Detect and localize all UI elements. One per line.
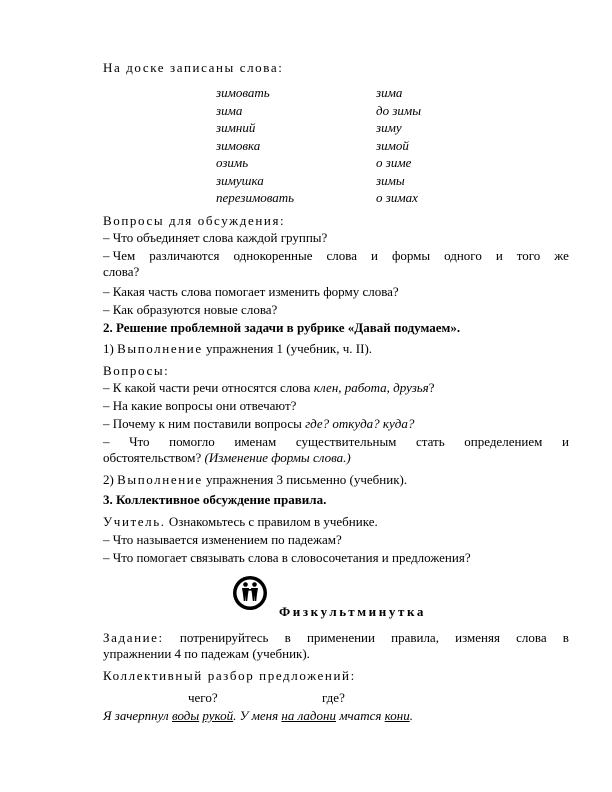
q2-word: – Чем <box>103 248 136 263</box>
example-sentence <box>103 708 413 724</box>
question-c <box>103 416 414 432</box>
task-word: потренируйтесь <box>179 630 269 645</box>
word-list-left <box>216 84 294 207</box>
exercise-people-icon <box>232 575 268 611</box>
teacher-line <box>103 514 378 530</box>
task-word: слова <box>516 630 547 645</box>
sentence-part: мчатся <box>335 708 385 723</box>
word-list-right <box>376 84 421 207</box>
word-left-6: зимушка <box>216 172 264 188</box>
sentence-object: рукой <box>202 708 234 723</box>
word-left-3: зимний <box>216 120 256 135</box>
qd-word: помогло <box>169 434 215 449</box>
question-2-line-1 <box>103 248 569 264</box>
question-1: – Что объединяет слова каждой группы? <box>103 230 328 245</box>
sentence-subject: кони <box>384 708 410 723</box>
question-c-italic: где? откуда? куда? <box>305 416 415 431</box>
sentence-part: . <box>409 708 413 723</box>
q2-word: одного <box>444 248 482 263</box>
questions-heading: Вопросы для обсуждения: <box>103 213 286 228</box>
word-left-4: зимовка <box>216 137 261 153</box>
exercise-1-text: упражнения 1 (учебник, ч. II). <box>205 341 373 356</box>
task-word: изменяя <box>455 630 500 645</box>
exercise-1-number: 1) <box>103 341 114 356</box>
teacher-label: Учитель. <box>103 514 166 529</box>
board-intro-text: На доске записаны слова: <box>103 60 284 75</box>
sentence-adverbial: на ладони <box>281 708 336 723</box>
q2-word: и <box>370 248 378 263</box>
task-word: в <box>284 630 291 645</box>
question-c-text: – Почему к ним поставили вопросы <box>103 416 306 431</box>
sentence-part: Я зачерпнул <box>103 708 172 723</box>
question-d-text: обстоятельством? <box>103 450 205 465</box>
task-word: в <box>562 630 569 645</box>
question-d-line-2 <box>103 450 569 466</box>
qd-word: Что <box>129 434 150 449</box>
word-left-5: озимь <box>216 155 249 170</box>
exercise-2-number: 2) <box>103 472 114 487</box>
q2-word: различаются <box>149 248 220 263</box>
teacher-question-1: – Что называется изменением по падежам? <box>103 532 342 547</box>
question-a-text: – К какой части речи относятся слова <box>103 380 314 395</box>
word-left-1: зимовать <box>216 85 270 100</box>
task-line-2: упражнении 4 по падежам (учебник). <box>103 646 310 661</box>
task-label: Задание: <box>103 630 164 645</box>
exercise-2 <box>103 472 407 488</box>
word-right-7: о зимах <box>376 190 418 205</box>
section-3-heading: 3. Коллективное обсуждение правила. <box>103 492 327 507</box>
questions-2-heading: Вопросы: <box>103 363 170 378</box>
exercise-1-label: Выполнение <box>117 341 203 356</box>
q2-word: однокоренные <box>233 248 313 263</box>
exercise-2-label: Выполнение <box>117 472 203 487</box>
q2-word: же <box>554 248 569 263</box>
exercise-1 <box>103 341 372 357</box>
exercise-2-text: упражнения 3 письменно (учебник). <box>205 472 408 487</box>
question-d-italic: (Изменение формы слова.) <box>204 450 351 465</box>
section-2-heading: 2. Решение проблемной задачи в рубрике «Давай подумаем». <box>103 320 461 335</box>
pe-title: Физкультминутка <box>279 604 426 619</box>
word-right-1: зима <box>376 85 403 100</box>
word-right-5: о зиме <box>376 155 412 170</box>
q2-word: того <box>516 248 541 263</box>
word-right-3: зиму <box>376 120 402 135</box>
teacher-question-2: – Что помогает связывать слова в словосочетания и предложения? <box>103 550 471 565</box>
word-left-2: зима <box>216 102 243 118</box>
task-word: применении <box>306 630 375 645</box>
question-2 <box>103 248 569 280</box>
qd-word: – <box>103 434 110 449</box>
question-3: – Какая часть слова помогает изменить форму слова? <box>103 284 399 299</box>
word-right-2: до зимы <box>376 102 421 118</box>
qd-word: стать <box>416 434 445 449</box>
question-a <box>103 380 435 396</box>
question-chego: чего? <box>188 690 218 705</box>
word-right-4: зимой <box>376 137 409 153</box>
question-b: – На какие вопросы они отвечают? <box>103 398 297 413</box>
question-a-end: ? <box>428 380 435 395</box>
question-2-line-2: слова? <box>103 264 140 279</box>
sentence-object: воды <box>171 708 200 723</box>
word-left-7: перезимовать <box>216 190 295 205</box>
sentence-part: . У меня <box>233 708 282 723</box>
task <box>103 630 569 662</box>
q2-word: формы <box>391 248 431 263</box>
q2-word: слова <box>326 248 357 263</box>
question-d-line-1 <box>103 434 569 450</box>
board-intro <box>103 60 283 76</box>
question-d <box>103 434 569 466</box>
qd-word: определением <box>464 434 543 449</box>
question-a-italic: клен, работа, друзья <box>313 380 429 395</box>
question-gde: где? <box>322 690 345 705</box>
teacher-text: Ознакомьтесь с правилом в учебнике. <box>168 514 378 529</box>
task-word: правила, <box>391 630 439 645</box>
word-right-6: зимы <box>376 172 405 188</box>
question-4: – Как образуются новые слова? <box>103 302 278 317</box>
task-line-1 <box>103 630 569 646</box>
q2-word: и <box>495 248 503 263</box>
qd-word: существительным <box>295 434 397 449</box>
qd-word: именам <box>234 434 277 449</box>
analysis-heading: Коллективный разбор предложений: <box>103 668 356 683</box>
qd-word: и <box>561 434 569 449</box>
